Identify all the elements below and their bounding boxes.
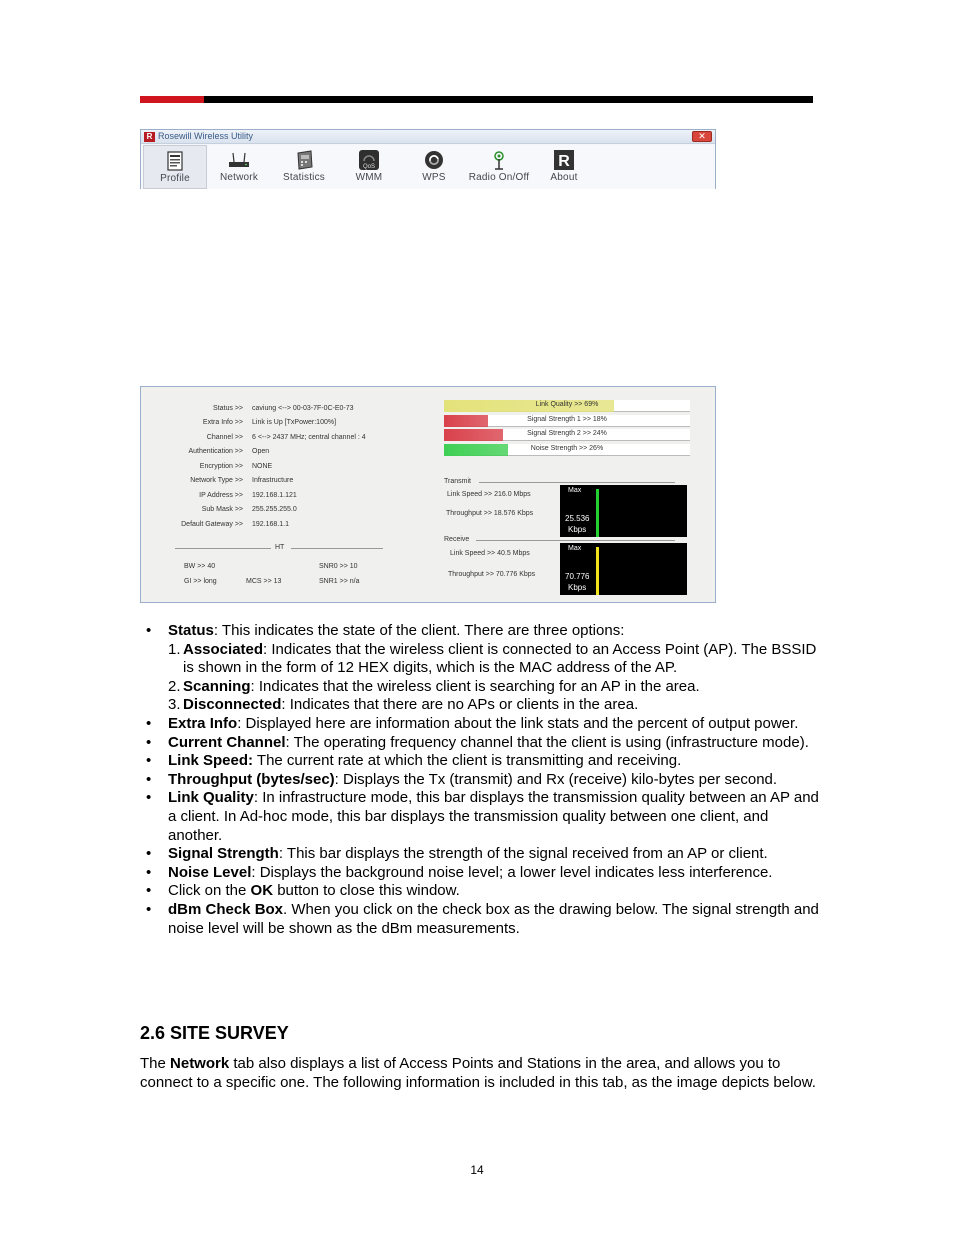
encryption-label: Encryption >> [199, 463, 243, 470]
authentication-value: Open [252, 448, 270, 455]
transmit-graph-spike [596, 489, 599, 537]
channel-label: Channel >> [206, 434, 243, 441]
link-status-panel [140, 386, 716, 603]
term: Disconnected [183, 696, 282, 714]
snr0-value: SNR0 >> 10 [319, 563, 358, 570]
transmit-graph-readout [565, 513, 589, 535]
receive-graph-readout [565, 571, 589, 593]
about-icon [553, 149, 575, 171]
default-gateway-label: Default Gateway >> [181, 521, 243, 528]
extra-info-value: Link is Up [TxPower:100%] [252, 419, 337, 426]
list-item [140, 771, 820, 790]
noise-strength-bar [444, 444, 690, 456]
transmit-link-speed: Link Speed >> 216.0 Mbps [447, 491, 531, 498]
term: Throughput (bytes/sec) [168, 770, 335, 788]
ip-address-label: IP Address >> [199, 492, 243, 499]
section-paragraph [140, 1055, 820, 1092]
snr1-value: SNR1 >> n/a [319, 578, 360, 585]
wmm-icon [358, 149, 380, 171]
network-type-label: Network Type >> [190, 477, 243, 484]
page-number: 14 [470, 1163, 484, 1177]
receive-title: Receive [444, 536, 470, 543]
tab-radio-on-off[interactable] [467, 145, 531, 189]
description: : This indicates the state of the client. There are three options: [213, 622, 625, 639]
rosewill-logo-icon: R [144, 132, 155, 142]
receive-divider [476, 540, 675, 541]
term: dBm Check Box [168, 900, 284, 918]
term: Status [168, 622, 214, 639]
tab-label: WPS [422, 172, 446, 183]
network-icon [228, 149, 250, 171]
term: Associated [183, 640, 264, 658]
bullet-glyph: • [146, 789, 152, 807]
description: . When you click on the check box as the drawing below. The signal strength and noise level will be shown as the dBm measurements. [168, 900, 819, 937]
signal-strength-1-bar [444, 415, 690, 427]
extra-info-label: Extra Info >> [202, 419, 243, 426]
tab-network[interactable] [207, 145, 271, 189]
status-label: Status >> [213, 405, 243, 412]
item-number: 1. [168, 640, 181, 658]
receive-graph-value: 70.776 [565, 572, 590, 581]
bullet-glyph: • [146, 845, 152, 863]
utility-window [140, 129, 716, 189]
list-item [140, 845, 820, 864]
bullet-glyph: • [146, 900, 152, 918]
term: Scanning [183, 677, 251, 695]
status-value: caviung <--> 00-03-7F-0C-E0-73 [252, 405, 354, 412]
bullet-glyph: • [146, 770, 152, 788]
list-item [140, 734, 820, 753]
sub-mask-label: Sub Mask >> [201, 506, 243, 513]
mcs-value: MCS >> 13 [246, 578, 282, 585]
tab-statistics[interactable] [272, 145, 336, 189]
term: Current Channel [168, 733, 286, 751]
description: : Indicates that the wireless client is connected to an Access Point (AP). The BSSID is shown in the form of 12 HEX digits, which is the MAC address of the AP. [183, 640, 817, 677]
description: : In infrastructure mode, this bar displays the transmission quality between an AP and a client. In Ad-hoc mode, this bar displays the transmission quality between one client, and another. [168, 789, 819, 844]
description: button to close this window. [273, 882, 460, 900]
tab-label: Radio On/Off [468, 172, 530, 183]
term: OK [250, 882, 274, 900]
transmit-graph-max: Max [568, 487, 582, 494]
network-type-value: Infrastructure [252, 477, 294, 484]
paragraph-text: tab also displays a list of Access Points and Stations in the area, and allows you to connect to a specific one. The following information is included in this tab, as the image depicts below. [140, 1055, 816, 1091]
bw-value: BW >> 40 [184, 563, 216, 570]
description: : Displays the background noise level; a lower level indicates less interference. [251, 863, 773, 881]
link-quality-label: Link Quality >> 69% [535, 401, 599, 408]
bullet-glyph: • [146, 882, 152, 900]
close-icon[interactable]: ✕ [692, 131, 712, 142]
tab-profile[interactable] [143, 145, 207, 189]
term: Extra Info [168, 714, 238, 732]
list-item [140, 864, 820, 883]
channel-value: 6 <--> 2437 MHz; central channel : 4 [252, 434, 366, 441]
receive-graph-max: Max [568, 545, 582, 552]
list-item [140, 715, 820, 734]
wps-icon [423, 149, 445, 171]
list-item [140, 882, 820, 901]
description: : Displayed here are information about the link stats and the percent of output power. [237, 714, 799, 732]
ht-divider-left [175, 548, 271, 549]
transmit-graph-unit: Kbps [568, 525, 587, 534]
receive-graph [560, 543, 687, 595]
gi-value: GI >> long [184, 578, 217, 585]
transmit-title: Transmit [444, 478, 471, 485]
signal-strength-1-label: Signal Strength 1 >> 18% [527, 416, 607, 423]
description: : Displays the Tx (transmit) and Rx (receive) kilo-bytes per second. [334, 770, 778, 788]
ip-address-value: 192.168.1.121 [252, 492, 297, 499]
bullet-glyph: • [146, 863, 152, 881]
tab-label: Profile [160, 173, 190, 184]
paragraph-prefix: The [140, 1055, 171, 1072]
wmm-badge: QoS [362, 164, 376, 170]
transmit-graph [560, 485, 687, 537]
item-number: 3. [168, 696, 181, 714]
sub-mask-value: 255.255.255.0 [252, 506, 297, 513]
about-badge: R [558, 153, 570, 170]
transmit-graph-value: 25.536 [565, 514, 590, 523]
statistics-icon [293, 149, 315, 171]
receive-graph-unit: Kbps [568, 583, 587, 592]
description: : Indicates that the wireless client is searching for an AP in the area. [250, 677, 700, 695]
receive-throughput: Throughput >> 70.776 Kbps [448, 571, 536, 578]
receive-graph-spike [596, 547, 599, 595]
list-item-numbered [140, 678, 820, 697]
list-item [140, 752, 820, 771]
transmit-throughput: Throughput >> 18.576 Kbps [446, 510, 534, 517]
window-title: Rosewill Wireless Utility [158, 131, 254, 141]
signal-strength-2-bar [444, 429, 690, 441]
window-titlebar [141, 130, 715, 144]
list-item [140, 901, 820, 938]
field-descriptions [140, 622, 820, 938]
encryption-value: NONE [252, 463, 273, 470]
profile-icon [164, 150, 186, 172]
radio-icon [488, 149, 510, 171]
header-rule-accent [140, 96, 204, 103]
list-item-numbered [140, 641, 820, 678]
list-item-numbered [140, 696, 820, 715]
paragraph-term: Network [170, 1055, 230, 1072]
bullet-glyph: • [146, 622, 152, 639]
tab-label: Statistics [282, 172, 325, 183]
tab-about[interactable] [532, 145, 596, 189]
description: The current rate at which the client is transmitting and receiving. [253, 752, 682, 770]
authentication-label: Authentication >> [188, 448, 243, 455]
term: Link Speed: [168, 752, 254, 770]
term: Signal Strength [168, 845, 279, 863]
header-rule [140, 96, 813, 103]
signal-strength-2-label: Signal Strength 2 >> 24% [527, 430, 607, 437]
list-item [140, 622, 820, 641]
noise-strength-label: Noise Strength >> 26% [530, 445, 604, 452]
tab-label: About [550, 172, 578, 183]
description: : Indicates that there are no APs or clients in the area. [281, 696, 639, 714]
bullet-glyph: • [146, 752, 152, 770]
tab-wps[interactable] [402, 145, 466, 189]
bullet-glyph: • [146, 714, 152, 732]
tab-label: Network [219, 172, 259, 183]
term: Link Quality [168, 789, 254, 807]
ht-divider-right [291, 548, 383, 549]
description: : This bar displays the strength of the signal received from an AP or client. [278, 845, 768, 863]
link-quality-bar [444, 400, 690, 412]
term: Noise Level [168, 863, 252, 881]
description: : The operating frequency channel that the client is using (infrastructure mode). [285, 733, 809, 751]
toolbar [141, 145, 715, 189]
transmit-divider [479, 482, 675, 483]
receive-link-speed: Link Speed >> 40.5 Mbps [450, 550, 530, 557]
tab-label: WMM [355, 172, 383, 183]
description-prefix: Click on the [168, 882, 251, 900]
default-gateway-value: 192.168.1.1 [252, 521, 289, 528]
section-heading: 2.6 SITE SURVEY [140, 1023, 289, 1043]
ht-title: HT [275, 544, 285, 551]
item-number: 2. [168, 677, 181, 695]
bullet-glyph: • [146, 733, 152, 751]
tab-wmm[interactable] [337, 145, 401, 189]
list-item [140, 789, 820, 845]
